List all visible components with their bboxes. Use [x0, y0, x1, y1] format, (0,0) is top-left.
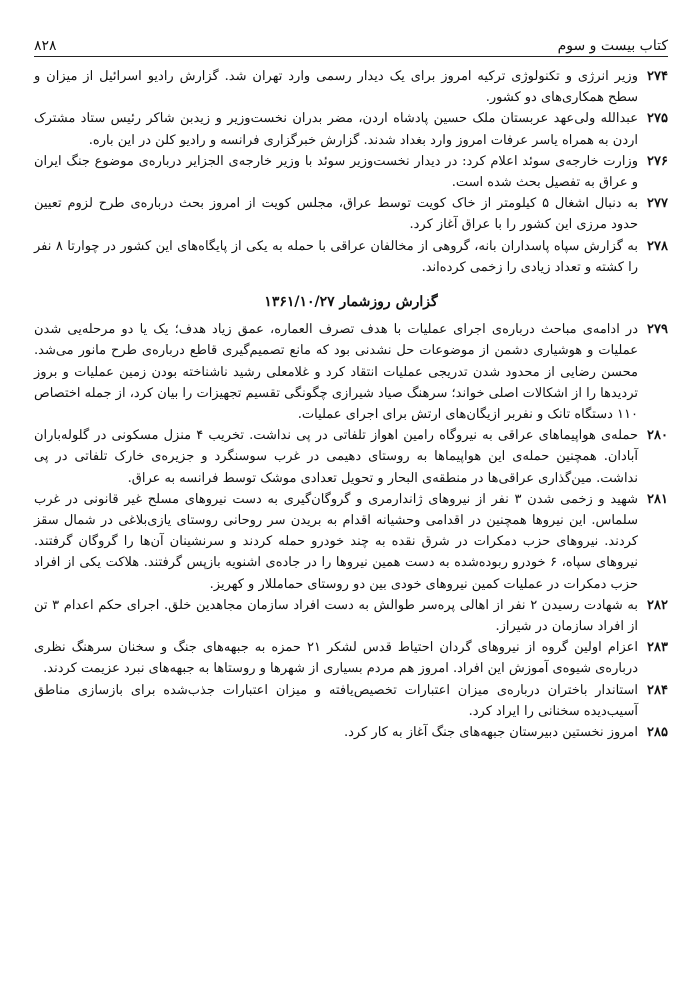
- entry-item: [34, 680, 668, 722]
- entry-number: ۲۸۵: [647, 725, 668, 741]
- entry-text: شهید و زخمی شدن ۳ نفر از نیروهای ژاندارمری و گروگان‌گیری به دست نیروهای مسلح غیر قانونی در غرب سلماس. این نیروها همچنین در اقدامی وحشیانه اقدام به بریدن سر روحانی روستای یازی‌بلاغی در شمال سقز کردند. نیروهای حزب دمکرات در شرق نقده به چند خودرو حمله کردند و سرنشینان آن‌ها را گروگان گرفتند. نیروهای سپاه، ۶ خودرو ربوده‌شده به دست همین نیروها را در جاده‌ی اشنویه بازپس گرفتند. هلاکت یکی از افراد حزب دمکرات در عملیات کمین نیروهای خودی بین دو روستای حمامللار و کهریز.: [34, 491, 639, 592]
- entry-item: [34, 108, 668, 150]
- entry-item: [34, 425, 668, 489]
- entry-number: ۲۸۴: [647, 682, 668, 698]
- entry-text: امروز نخستین دبیرستان جبهه‌های جنگ آغاز به کار کرد.: [344, 725, 638, 741]
- page-content: [34, 66, 668, 743]
- entry-text: به شهادت رسیدن ۲ نفر از اهالی پرەسر طوالش به دست افراد سازمان مجاهدین خلق. اجرای حکم اعدام ۳ تن از افراد سازمان در شیراز.: [34, 597, 638, 635]
- entry-item: [34, 66, 668, 108]
- entry-number: ۲۷۵: [647, 111, 668, 127]
- entry-text: عبدالله ولی‌عهد عربستان ملک حسین پادشاه اردن، مضر بدران نخست‌وزیر و زیدبن شاکر رئیس ستاد مشترک اردن به همراه یاسر عرفات امروز وارد بغداد شدند. گزارش خبرگزاری فرانسه و رادیو کلن در این باره.: [34, 111, 638, 148]
- entry-text: حمله‌ی هواپیماهای عراقی به نیروگاه رامین اهواز تلفاتی در پی نداشت. تخریب ۴ منزل مسکونی در گلوله‌باران آبادان. همچنین حمله‌ی این هواپیماها به روستای دهیمی در غرب سوسنگرد و جزیره‌ی خارک تلفاتی در پی نداشت. مین‌گذاری عراقی‌ها در منطقه‌ی البحار و تحویل تعدادی موشک توسط فرانسه به عراق.: [34, 428, 639, 486]
- entry-number: ۲۸۱: [647, 491, 668, 507]
- entry-number: ۲۷۶: [647, 153, 668, 169]
- entry-number: ۲۸۰: [647, 428, 668, 444]
- entry-item: [34, 722, 668, 743]
- entry-item: [34, 319, 668, 425]
- entry-text: استاندار باختران درباره‌ی میزان اعتبارات تخصیص‌یافته و میزان اعتبارات جذب‌شده برای بازسازی مناطق آسیب‌دیده سخنانی را ایراد کرد.: [34, 682, 638, 719]
- header-rule: [34, 56, 668, 57]
- entry-number: ۲۸۳: [647, 640, 668, 656]
- entry-number: ۲۷۸: [647, 238, 668, 254]
- page-header: [34, 30, 668, 54]
- entry-text: به گزارش سپاه پاسداران بانه، گروهی از مخالفان عراقی با حمله به یکی از پایگاه‌های این کشور در چوارتا ۸ نفر را کشته و تعداد زیادی را زخمی کرده‌اند.: [34, 238, 639, 275]
- entry-number: ۲۷۷: [647, 196, 668, 212]
- entries-before: [34, 66, 668, 278]
- entry-item: [34, 193, 668, 235]
- entry-text: به دنبال اشغال ۵ کیلومتر از خاک کویت توسط عراق، مجلس کویت از امروز بحث درباره‌ی طرح لزوم تعیین حدود مرزی این کشور را با عراق آغاز کرد.: [34, 196, 639, 233]
- entry-number: ۲۸۲: [647, 597, 668, 613]
- entry-number: ۲۷۹: [647, 322, 668, 338]
- entry-number: ۲۷۴: [647, 69, 668, 84]
- page-number: ۸۲۸: [34, 38, 57, 54]
- section-title: گزارش روزشمار ۱۳۶۱/۱۰/۲۷: [264, 294, 438, 311]
- entries-after: [34, 319, 668, 743]
- entry-text: وزیر انرژی و تکنولوژی ترکیه امروز برای یک دیدار رسمی وارد تهران شد. گزارش رادیو اسرائیل از میزان و سطح همکاری‌های دو کشور.: [34, 69, 638, 106]
- entry-text: وزارت خارجه‌ی سوئد اعلام کرد: در دیدار نخست‌وزیر سوئد با وزیر خارجه‌ی الجزایر درباره‌ی موضوع جنگ ایران و عراق به تفصیل بحث شده است.: [34, 153, 638, 191]
- entry-text: در ادامه‌ی مباحث درباره‌ی اجرای عملیات با هدف تصرف العماره، عمق زیاد هدف؛ یک یا دو مرحله‌یی شدن عملیات و هوشیاری دشمن از موضوعات حل نشدنی بود که مانع تصمیم‌گیری قاطع درباره‌ی طرح مانور می‌شد. محسن رضایی از محدود شدن تدریجی عملیات انتقاد کرد و غلامعلی رشید ناشناخته بودن زمین عملیات و بروز تردیدها را از اشکالات اصلی خواند؛ سرهنگ صیاد شیرازی چگونگی تقسیم تجهیزات را بیان کرد، از جمله اختصاص ۱۱۰ دستگاه تانک و نفربر ازیگان‌های ارتش برای اجرای عملیات.: [34, 322, 638, 423]
- entry-item: [34, 151, 668, 193]
- book-title: کتاب بیست و سوم: [557, 38, 668, 54]
- entry-item: [34, 637, 668, 679]
- entry-item: [34, 489, 668, 595]
- entry-item: [34, 236, 668, 278]
- entry-text: اعزام اولین گروه از نیروهای گردان احتیاط قدس لشکر ۲۱ حمزه به جبهه‌های جنگ و سخنان سرهنگ نظری درباره‌ی شیوه‌ی آموزش این افراد. امروز هم مردم بسیاری از شهرها و روستاها به جبهه‌های نبرد عزیمت کردند.: [34, 640, 638, 677]
- entry-item: [34, 595, 668, 637]
